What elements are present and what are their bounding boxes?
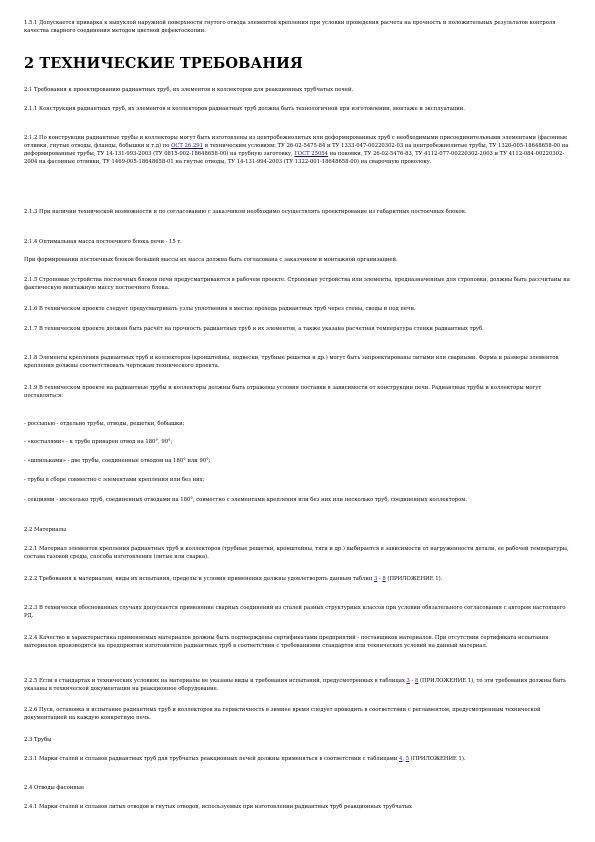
paragraph-2-1-1: 2.1.1 Конструкция радиантных труб, их элементов и коллекторов радиантных труб должна быть технологичной при изготовлении, монтаже и эксплуатации. [24, 106, 465, 112]
ost-26-291-link[interactable]: ОСТ 26.291 [171, 143, 203, 149]
subsection-2-2-title: 2.2 Материалы [24, 527, 67, 533]
table-5-link[interactable]: 5 [405, 756, 410, 762]
paragraph-2-2-5-part-a: 2.2.5 Если в стандартах и технических условиях на материалы не указаны виды и требования испытаний, предусмотренных в таблицах [24, 678, 407, 684]
paragraph-2-1-2-part-a: 2.1.2 По конструкции радиантные трубы и коллекторы могут быть изготовлены из центробежнолитых или деформированных труб с необходимыми присоединительными элементами (фасонные отливки, гнутые отводы, фланцы, бобышки и т.д) по [24, 135, 568, 149]
list-item: - трубы в сборе совместно с элементами крепления или без них; [24, 477, 205, 483]
list-item: - россыпью - отдельно трубы, отводы, решетки, бобышки; [24, 421, 185, 427]
paragraph-2-1-4-mass: При формировании постоечных блоков большей массы их масса должна быть согласована с заказчиком и монтажной организацией. [24, 257, 398, 263]
paragraph-2-1-4: 2.1.4 Оптимальная масса постоечного блока печи - 15 т. [24, 239, 182, 245]
paragraph-2-1-9: 2.1.9 В техническом проекте на радиантные трубы и коллекторы должны быть отражены условия поставки в зависимости от конструкции печи. Радиантные трубы и коллекторы могут поставляться: [24, 385, 542, 399]
list-item: - «шпильками» - две трубы, соединенные отводом на 180° или 90°; [24, 458, 211, 464]
list-item: - секциями - несколько труб, соединенных отводами на 180°, совместно с элементами крепления или без них или несколько труб, соединенных коллектором. [24, 497, 468, 503]
table-3-link[interactable]: 3 [406, 678, 410, 684]
paragraph-2-3-1-part-a: 2.3.1 Марки сталей и сплавов радиантных труб для трубчатых реакционных печей должны применяться в соответствии с таблицами [24, 756, 400, 762]
gost-25054-link[interactable]: ГОСТ 25054 [294, 151, 328, 157]
paragraph-2-1-7: 2.1.7 В техническом проекте должен быть расчёт на прочность радиантных труб и их элементов, а также указана расчетная температура стенки радиантных труб. [24, 326, 484, 332]
subsection-2-4-title: 2.4 Отводы фасонные [24, 785, 85, 791]
paragraph-2-2-5-part-b: (ПРИЛОЖЕНИЕ 1), то эти требования должны быть указаны в технической документации на реакционное оборудование. [24, 678, 567, 692]
paragraph-2-2-5 [24, 677, 572, 693]
table-3-link[interactable]: 3 [373, 576, 378, 582]
paragraph-2-1-2 [24, 134, 572, 166]
paragraph-1-5-1: 1.5.1 Допускается приварка к выпуклой наружной поверхности гнутого отвода элементов крепления при условии проведения расчета на прочность и положительных результатов контроля качества сварного соединения методом цветной дефектоскопии. [24, 20, 556, 34]
paragraph-2-2-1: 2.2.1 Материал элементов крепления радиантных труб и коллекторов (трубные решетки, кронштейны, тяги и др.) выбирается в зависимости от нагруженности детали, ее рабочей температуры, состава газовой среды, способа изготовления (литые или сварка). [24, 546, 569, 560]
list-separator: , [402, 756, 406, 762]
section-heading: 2 ТЕХНИЧЕСКИЕ ТРЕБОВАНИЯ [24, 55, 303, 72]
paragraph-2-4-1: 2.4.1 Марки сталей и сплавов литых отводов и гнутых отводов, используемых при изготовлении радиантных труб реакционных трубчатых [24, 804, 412, 810]
paragraph-2-1-3: 2.1.3 При наличии технической возможности и по согласованию с заказчиком необходимо осуществлять проектирование из габаритных постоечных блоков. [24, 209, 467, 215]
range-separator: - [377, 576, 383, 582]
paragraph-2-3-1-part-b: (ПРИЛОЖЕНИЕ 1). [409, 756, 466, 762]
paragraph-2-2-3: 2.2.3 В технически обоснованных случаях допускается применение сварных соединений из сталей разных структурных классов при условии обязательного согласования с автором настоящего РД. [24, 605, 566, 619]
table-8-link[interactable]: 8 [414, 678, 419, 684]
paragraph-2-2-6: 2.2.6 Пуск, остановка и испытание радиантных труб и коллекторов на герметичность в зимнее время следует проводить в соответствии с регламентом, предусмотренным технической документацией на каждую конкретную печь. [24, 707, 541, 721]
paragraph-2-1: 2.1 Требования к проектированию радиантных труб, их элементов и коллекторов для реакционных трубчатых печей. [24, 87, 354, 93]
paragraph-2-2-2 [24, 575, 442, 583]
table-4-link[interactable]: 4 [399, 756, 403, 762]
paragraph-2-1-5: 2.1.5 Строповые устройства постоечных блоков печи предусматриваются в рабочем проекте. Строповые устройства или элементы, предназначенные для строповки, должны быть рассчитаны на фактическую монтажную массу постоечного блока. [24, 277, 570, 291]
paragraph-2-3-1 [24, 755, 466, 763]
paragraph-2-1-6: 2.1.6 В техническом проекте следует предусматривать узлы уплотнения в местах прохода радиантных труб через стены, своды и под печи. [24, 306, 416, 312]
paragraph-2-1-2-part-b: и техническим условиям: ТУ 26-02-5475-84 и ТУ 1333-047-00220302-03 на центробежнолитые трубы, ТУ 1320-005-18648658-00 на деформированные трубы, ТУ 14-131-993-2003 (ТУ 0815-002-18648658-00) на трубную заготовку, [24, 143, 569, 157]
subsection-2-3-title: 2.3 Трубы [24, 737, 52, 743]
list-item: - «костылями» - к трубе приварен отвод на 180°, 90°; [24, 439, 173, 445]
range-separator: - [409, 678, 415, 684]
paragraph-2-1-8: 2.1.8 Элементы крепления радиантных труб и коллекторов (кронштейны, подвески, трубные решетки и др.) могут быть запроектированы литыми или сварными. Форма и размеры элементов крепления должны соответствовать чертежам технического проекта. [24, 355, 559, 369]
paragraph-2-2-4: 2.2.4 Качество и характеристика применяемых материалов должны быть подтверждены сертификатами предприятий - поставщиков материалов. При отсутствии сертификата испытания материалов производятся на предприятии изготовителе радиантных труб в соответствии с требованиями стандартов или технических условий на данный материал. [24, 635, 549, 649]
table-8-link[interactable]: 8 [382, 576, 386, 582]
paragraph-2-1-2-part-c: на поковки, ТУ 26-02-5476-83, ТУ 4112-077-00220302-2003 и ТУ 4112-084-00220302-2004 на фасонные отливки, ТУ 1469-005-18648658-01 на гнутые отводы, ТУ 14-131-994-2003 (ТУ 1322-001-18648658-00) на сварочную проволоку. [24, 151, 565, 165]
paragraph-2-2-2-part-a: 2.2.2 Требования к материалам, виды их испытания, пределы и условия применения должны удовлетворять данным таблиц [24, 576, 374, 582]
paragraph-2-2-2-part-b: (ПРИЛОЖЕНИЕ 1). [385, 576, 443, 582]
